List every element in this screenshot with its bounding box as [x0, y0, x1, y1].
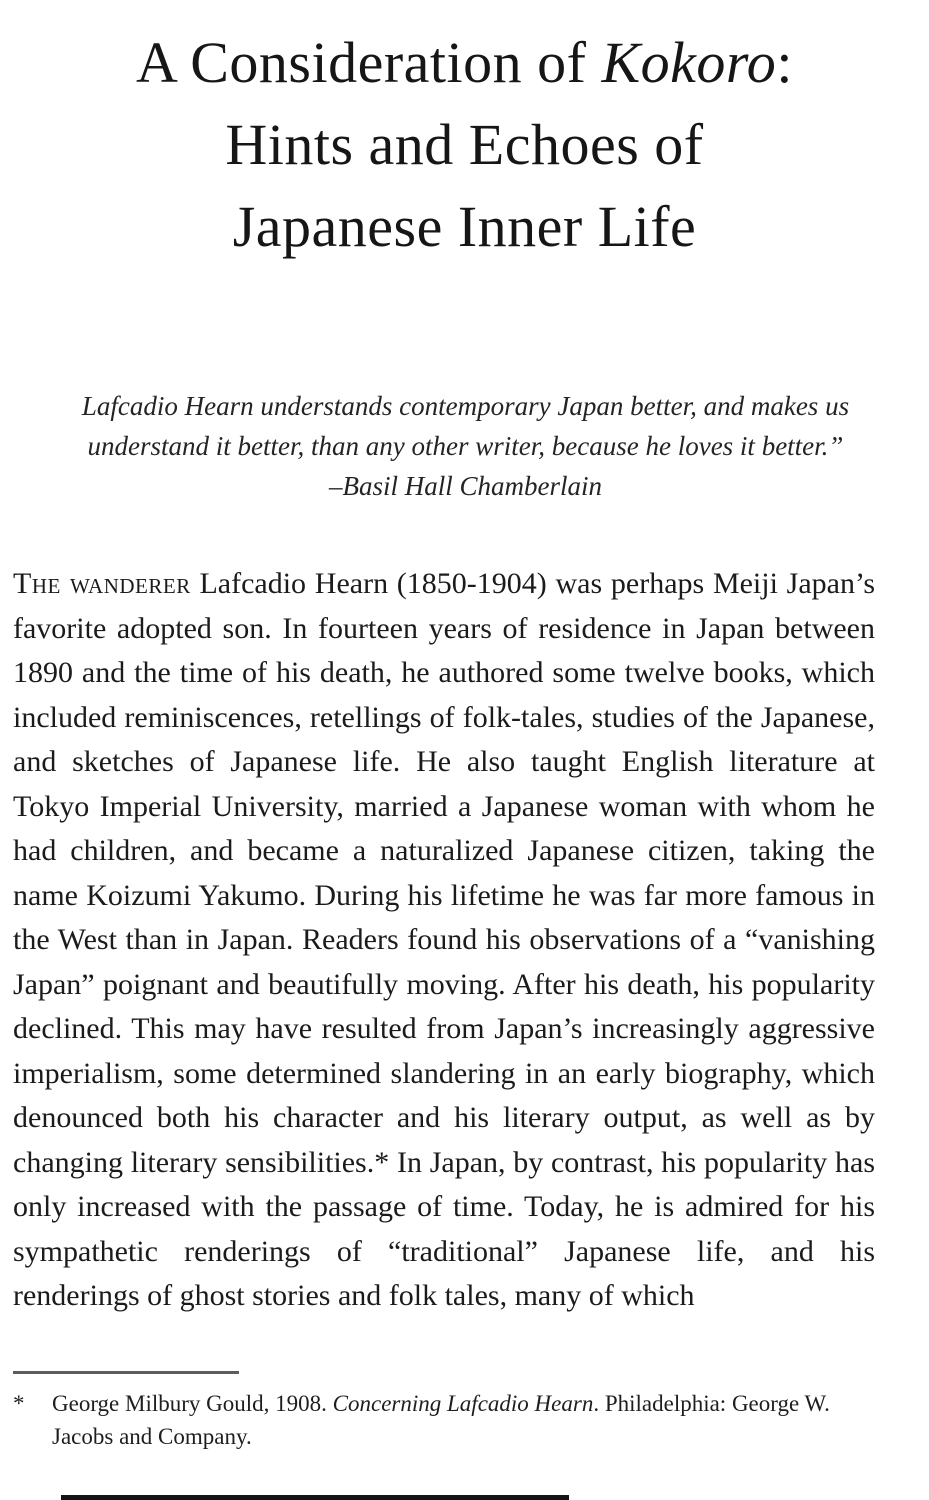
footnote-book-title: Concerning Lafcadio Hearn — [332, 1390, 594, 1416]
epigraph-attribution: –Basil Hall Chamberlain — [328, 471, 602, 501]
footnote-text — [52, 1391, 830, 1449]
footnote-asterisk-marker: * — [13, 1390, 25, 1416]
body-paragraph-text: Lafcadio Hearn (1850-1904) was perhaps Meiji Japan’s favorite adopted son. In fourteen years of residence in Japan between 1890 and the time of his death, he authored some twelve books, which included reminiscences, retellings of folk-tales, studies of the Japanese, and sketches of Japanese life. He also taught English literature at Tokyo Imperial University, married a Japanese woman with whom he had children, and became a naturalized Japanese citizen, taking the name Koizumi Yakumo. During his lifetime he was far more famous in the West than in Japan. Readers found his observations of a “vanishing Japan” poignant and beautifully moving. After his death, his popularity declined. This may have resulted from Japan’s increasingly aggressive imperialism, some determined slandering in an early biography, which denounced both his character and his literary output, as well as by changing literary sensibilities.* In Japan, by contrast, his popularity has only increased with the passage of time. Today, he is admired for his sympathetic renderings of “traditional” Japanese life, and his renderings of ghost stories and folk tales, many of which — [13, 567, 875, 1312]
chapter-title-line-1 — [0, 22, 929, 104]
title-line1-italic: Kokoro — [601, 30, 777, 95]
chapter-title — [0, 0, 929, 268]
footnote — [13, 1387, 879, 1453]
bottom-bar — [61, 1495, 569, 1500]
epigraph-quote: Lafcadio Hearn understands contemporary Japan better, and makes us understand it better, than any other writer, because he loves it better.” — [81, 391, 850, 461]
chapter-title-line-3: Japanese Inner Life — [232, 194, 697, 259]
body-paragraph — [13, 562, 875, 1319]
footnote-text-pre: George Milbury Gould, 1908. — [52, 1390, 333, 1416]
title-line1-post: : — [776, 30, 793, 95]
title-line1-pre: A Consideration of — [136, 30, 602, 95]
footnote-text-post: . Philadelphia: George W. Jacobs and Company. — [52, 1390, 830, 1449]
epigraph — [0, 386, 929, 506]
body-lead-smallcaps: The wanderer — [13, 567, 191, 600]
footnote-separator-rule — [13, 1371, 239, 1374]
chapter-title-line-2: Hints and Echoes of — [225, 112, 704, 177]
